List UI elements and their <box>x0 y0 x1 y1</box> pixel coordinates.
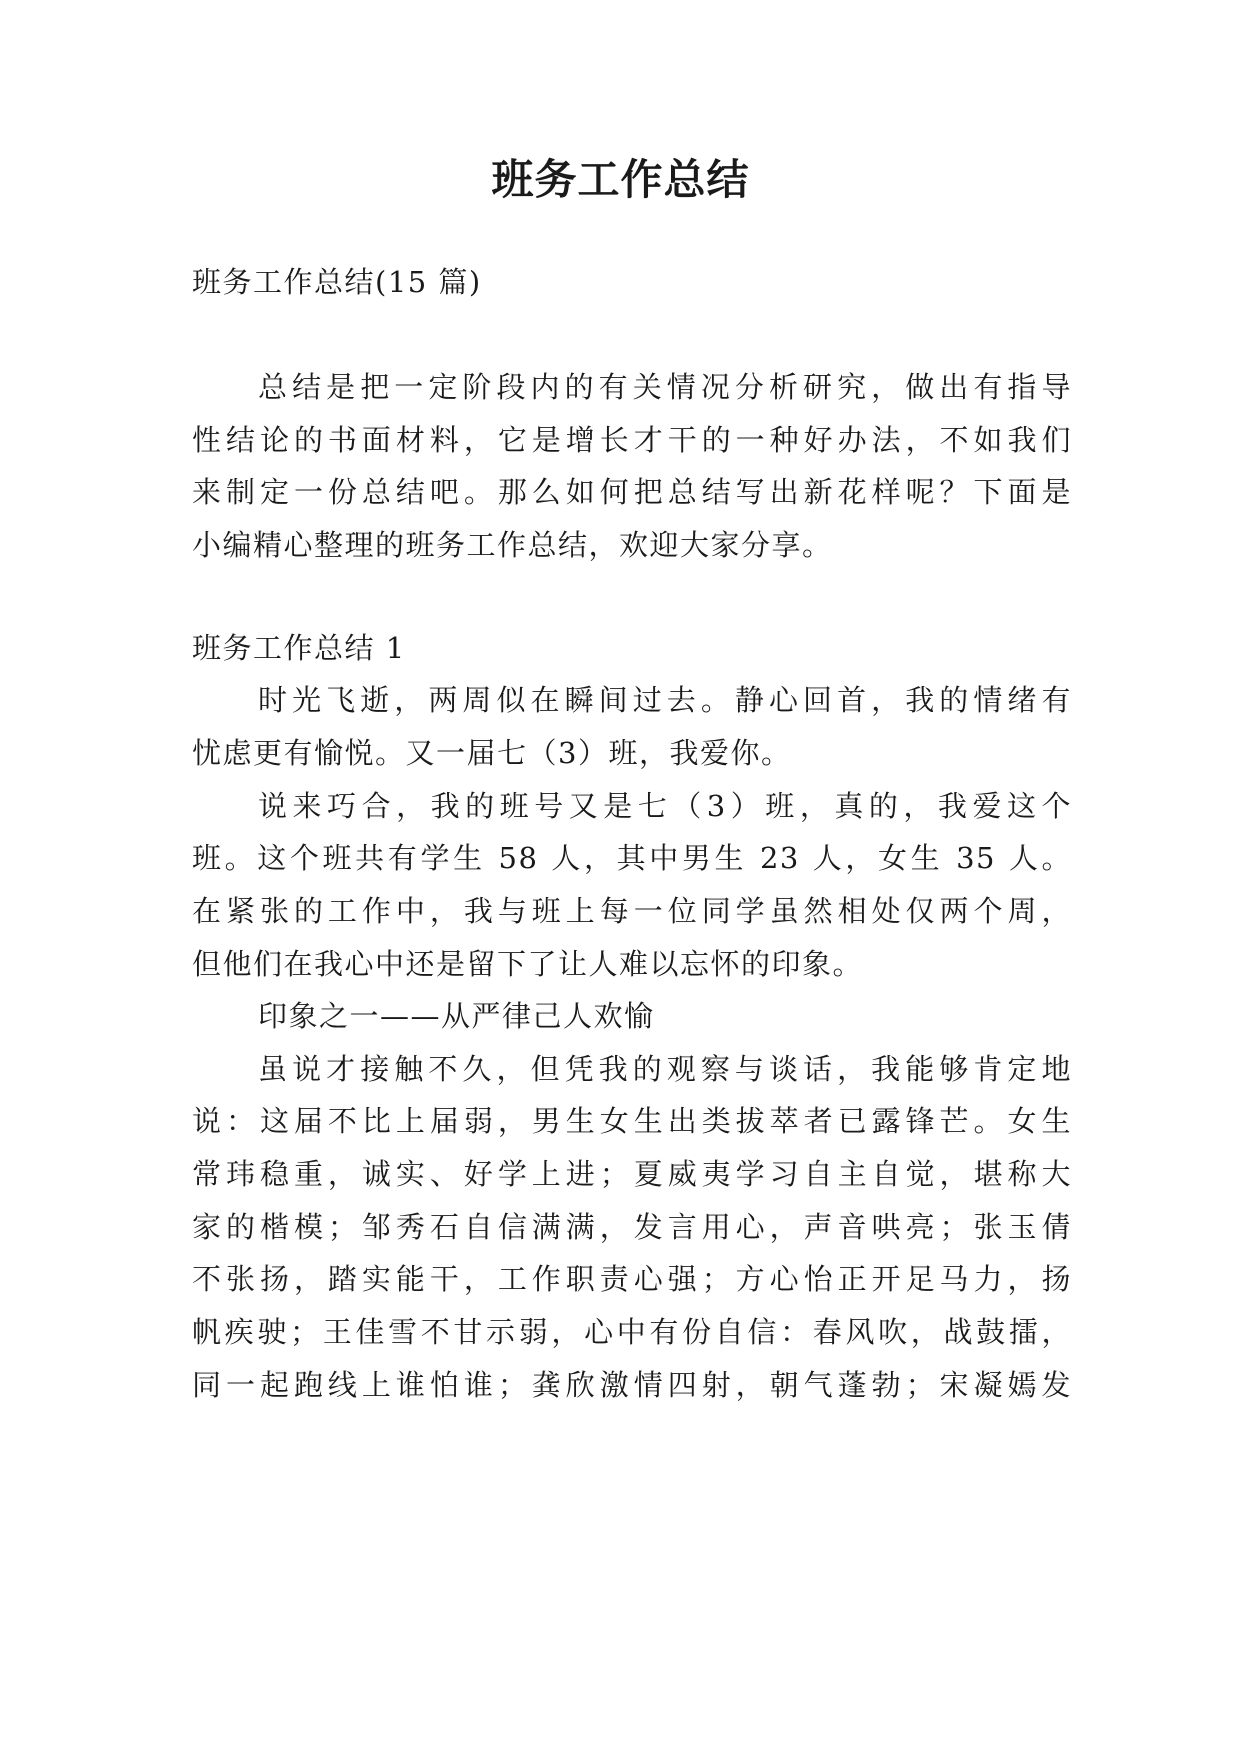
intro-line: 总结是把一定阶段内的有关情况分析研究，做出有指导 <box>258 370 1072 404</box>
paragraph-line: 家的楷模；邹秀石自信满满，发言用心，声音哄亮；张玉倩 <box>192 1210 1072 1244</box>
paragraph-line: 说来巧合，我的班号又是七（3）班，真的，我爱这个 <box>258 789 1072 823</box>
document-subtitle: 班务工作总结(15 篇) <box>192 265 482 299</box>
paragraph-line: 虽说才接触不久，但凭我的观察与谈话，我能够肯定地 <box>258 1052 1072 1086</box>
paragraph-line: 时光飞逝，两周似在瞬间过去。静心回首，我的情绪有 <box>258 683 1072 717</box>
paragraph-line: 班。这个班共有学生 58 人，其中男生 23 人，女生 35 人。 <box>192 841 1072 875</box>
intro-line: 小编精心整理的班务工作总结，欢迎大家分享。 <box>192 528 833 562</box>
impression-heading: 印象之一——从严律己人欢愉 <box>258 999 655 1033</box>
paragraph-line: 帆疾驶；王佳雪不甘示弱，心中有份自信：春风吹，战鼓擂， <box>192 1315 1072 1349</box>
intro-line: 性结论的书面材料，它是增长才干的一种好办法，不如我们 <box>192 423 1072 457</box>
intro-line: 来制定一份总结吧。那么如何把总结写出新花样呢？下面是 <box>192 475 1072 509</box>
paragraph-line: 不张扬，踏实能干，工作职责心强；方心怡正开足马力，扬 <box>192 1262 1072 1296</box>
paragraph-line: 同一起跑线上谁怕谁；龚欣激情四射，朝气蓬勃；宋凝嫣发 <box>192 1368 1072 1402</box>
paragraph-line: 说：这届不比上届弱，男生女生出类拔萃者已露锋芒。女生 <box>192 1104 1072 1138</box>
paragraph-line: 常玮稳重，诚实、好学上进；夏威夷学习自主自觉，堪称大 <box>192 1157 1072 1191</box>
section-heading: 班务工作总结 1 <box>192 631 406 665</box>
paragraph-line: 但他们在我心中还是留下了让人难以忘怀的印象。 <box>192 947 864 981</box>
paragraph-line: 在紧张的工作中，我与班上每一位同学虽然相处仅两个周， <box>192 894 1072 928</box>
document-title: 班务工作总结 <box>491 155 750 204</box>
paragraph-line: 忧虑更有愉悦。又一届七（3）班，我爱你。 <box>192 736 792 770</box>
